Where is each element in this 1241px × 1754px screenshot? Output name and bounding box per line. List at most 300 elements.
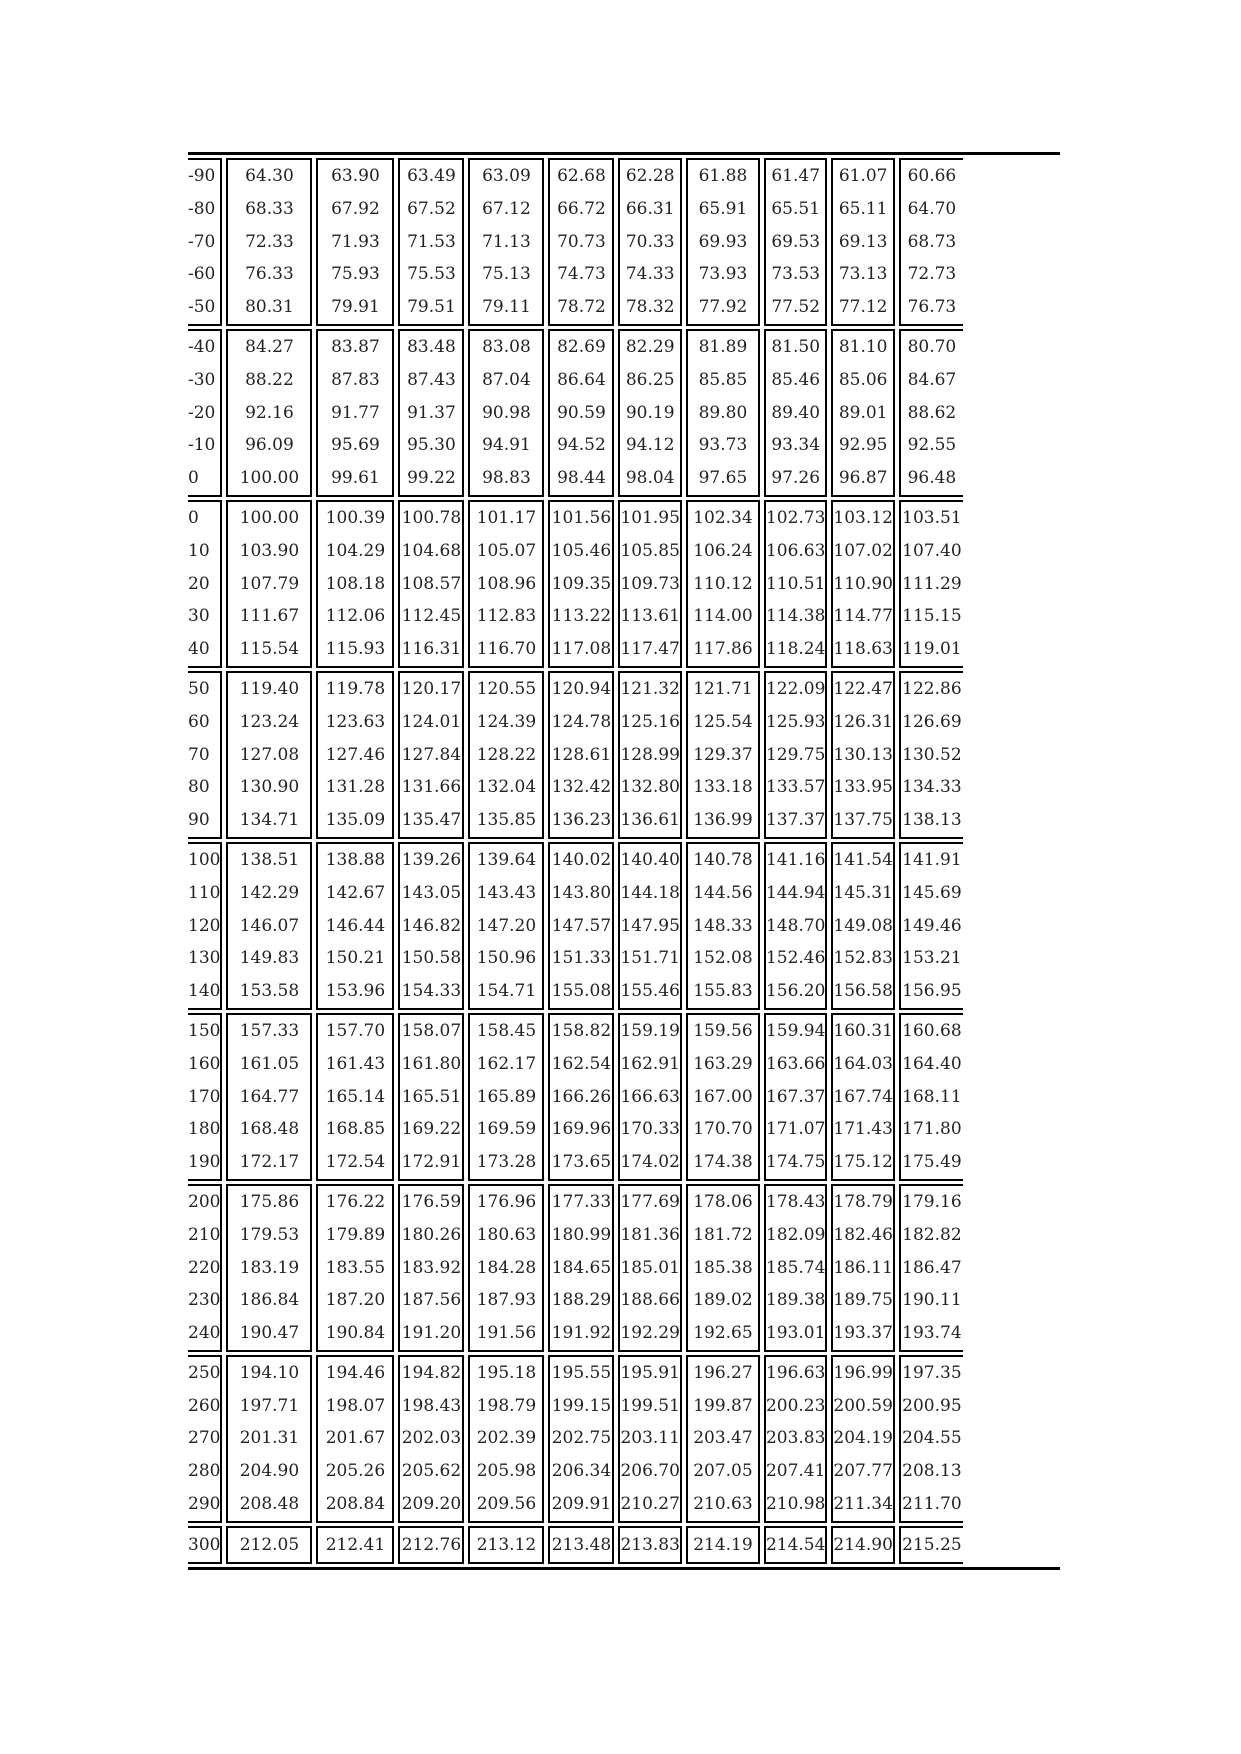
- resistance-value: 128.22: [476, 744, 537, 765]
- resistance-value: 69.13: [838, 231, 888, 252]
- resistance-value: 113.22: [551, 606, 612, 627]
- resistance-value: 154.33: [401, 981, 462, 1002]
- resistance-value: 170.70: [693, 1119, 753, 1140]
- resistance-value: 203.83: [765, 1428, 826, 1449]
- resistance-cell: [398, 842, 464, 1010]
- resistance-value: 105.07: [476, 540, 537, 561]
- table-row-group: [188, 671, 963, 839]
- resistance-value: 130.13: [833, 744, 893, 765]
- resistance-value: 89.80: [698, 402, 748, 423]
- temperature-label: -20: [188, 402, 216, 423]
- resistance-cell: [398, 158, 464, 326]
- resistance-value: 68.73: [907, 231, 957, 252]
- resistance-value: 116.31: [401, 639, 462, 660]
- resistance-value: 213.48: [551, 1534, 612, 1555]
- resistance-value: 85.46: [771, 369, 821, 390]
- resistance-value: 194.82: [401, 1362, 462, 1383]
- resistance-cell: [899, 1355, 963, 1523]
- resistance-value: 144.94: [765, 882, 826, 903]
- temperature-label: -90: [188, 166, 216, 186]
- resistance-value: 60.66: [907, 166, 957, 186]
- resistance-cell: [316, 842, 394, 1010]
- resistance-value: 209.91: [551, 1494, 612, 1515]
- resistance-value: 147.57: [551, 915, 612, 936]
- resistance-value: 111.29: [902, 573, 962, 594]
- resistance-value: 80.70: [907, 336, 957, 357]
- resistance-value: 61.88: [698, 166, 748, 186]
- resistance-value: 179.53: [239, 1224, 300, 1245]
- resistance-value: 178.43: [765, 1191, 826, 1212]
- resistance-value: 133.95: [833, 777, 893, 798]
- resistance-value: 209.56: [476, 1494, 537, 1515]
- resistance-table-page: [188, 152, 1060, 1570]
- resistance-value: 171.80: [902, 1119, 962, 1140]
- resistance-value: 146.44: [325, 915, 386, 936]
- resistance-cell: [548, 329, 614, 497]
- temperature-label: 280: [188, 1461, 221, 1482]
- resistance-value: 141.91: [902, 849, 962, 870]
- resistance-value: 142.67: [325, 882, 386, 903]
- resistance-cell: [398, 1184, 464, 1352]
- resistance-value: 70.73: [557, 231, 606, 252]
- resistance-cell: [618, 1013, 681, 1181]
- resistance-value: 99.22: [407, 468, 456, 489]
- temperature-label: 150: [188, 1020, 221, 1041]
- resistance-value: 201.31: [239, 1428, 300, 1449]
- resistance-value: 214.90: [833, 1534, 893, 1555]
- resistance-value: 130.52: [902, 744, 962, 765]
- temperature-cell: [188, 842, 222, 1010]
- resistance-value: 180.63: [476, 1224, 537, 1245]
- resistance-value: 197.71: [239, 1395, 300, 1416]
- resistance-value: 195.91: [620, 1362, 680, 1383]
- resistance-value: 100.00: [239, 468, 300, 489]
- resistance-value: 97.26: [771, 468, 821, 489]
- resistance-value: 193.01: [765, 1323, 826, 1344]
- resistance-cell: [686, 1526, 760, 1564]
- resistance-value: 156.58: [833, 981, 893, 1002]
- resistance-value: 112.06: [325, 606, 386, 627]
- resistance-cell: [831, 1355, 894, 1523]
- resistance-value: 118.24: [765, 639, 826, 660]
- resistance-cell: [764, 500, 827, 668]
- resistance-value: 82.69: [557, 336, 606, 357]
- resistance-value: 212.76: [401, 1534, 462, 1555]
- temperature-label: 220: [188, 1257, 221, 1278]
- resistance-value: 210.27: [620, 1494, 680, 1515]
- resistance-value: 127.08: [239, 744, 300, 765]
- resistance-cell: [686, 1355, 760, 1523]
- resistance-value: 103.51: [902, 507, 962, 528]
- resistance-value: 135.09: [325, 810, 386, 831]
- resistance-value: 99.61: [331, 468, 380, 489]
- resistance-value: 92.95: [838, 435, 888, 456]
- resistance-value: 191.20: [401, 1323, 462, 1344]
- resistance-value: 189.38: [765, 1290, 826, 1311]
- resistance-value: 89.01: [838, 402, 888, 423]
- resistance-value: 80.31: [245, 297, 294, 318]
- resistance-value: 190.11: [902, 1290, 962, 1311]
- resistance-value: 100.78: [401, 507, 462, 528]
- resistance-value: 133.57: [765, 777, 826, 798]
- table-row-group: [188, 500, 963, 668]
- resistance-value: 181.72: [693, 1224, 753, 1245]
- resistance-value: 100.39: [325, 507, 386, 528]
- resistance-value: 214.19: [693, 1534, 753, 1555]
- resistance-value: 159.94: [765, 1020, 826, 1041]
- resistance-value: 158.82: [551, 1020, 612, 1041]
- resistance-cell: [226, 1355, 312, 1523]
- resistance-value: 175.12: [833, 1152, 893, 1173]
- resistance-value: 65.91: [698, 198, 748, 219]
- temperature-label: 10: [188, 540, 210, 561]
- resistance-value: 207.05: [693, 1461, 753, 1482]
- resistance-value: 214.54: [765, 1534, 826, 1555]
- resistance-value: 64.30: [245, 166, 294, 186]
- resistance-value: 67.12: [482, 198, 531, 219]
- temperature-cell: [188, 1013, 222, 1181]
- resistance-value: 123.63: [325, 711, 386, 732]
- resistance-value: 149.83: [239, 948, 300, 969]
- resistance-value: 81.89: [698, 336, 748, 357]
- resistance-value: 136.23: [551, 810, 612, 831]
- resistance-value: 87.83: [331, 369, 380, 390]
- resistance-value: 155.08: [551, 981, 612, 1002]
- resistance-value: 85.06: [838, 369, 888, 390]
- resistance-value: 101.95: [620, 507, 680, 528]
- temperature-label: 80: [188, 777, 210, 798]
- resistance-value: 126.69: [902, 711, 962, 732]
- resistance-cell: [548, 1526, 614, 1564]
- resistance-value: 135.85: [476, 810, 537, 831]
- resistance-value: 170.33: [620, 1119, 680, 1140]
- table-row-group: [188, 329, 963, 497]
- resistance-cell: [686, 329, 760, 497]
- resistance-value: 212.05: [239, 1534, 300, 1555]
- resistance-value: 78.32: [625, 297, 675, 318]
- resistance-cell: [899, 158, 963, 326]
- resistance-cell: [831, 500, 894, 668]
- temperature-label: 100: [188, 849, 221, 870]
- resistance-value: 67.52: [407, 198, 456, 219]
- temperature-cell: [188, 329, 222, 497]
- resistance-value: 76.73: [907, 297, 957, 318]
- resistance-value: 137.37: [765, 810, 826, 831]
- resistance-value: 106.63: [765, 540, 826, 561]
- resistance-value: 87.43: [407, 369, 456, 390]
- resistance-value: 117.47: [620, 639, 680, 660]
- resistance-value: 130.90: [239, 777, 300, 798]
- resistance-cell: [548, 671, 614, 839]
- resistance-cell: [316, 329, 394, 497]
- resistance-value: 197.35: [902, 1362, 962, 1383]
- resistance-value: 136.61: [620, 810, 680, 831]
- resistance-value: 88.62: [907, 402, 957, 423]
- resistance-value: 97.65: [698, 468, 748, 489]
- resistance-value: 186.47: [902, 1257, 962, 1278]
- resistance-value: 66.31: [625, 198, 675, 219]
- resistance-value: 136.99: [693, 810, 753, 831]
- resistance-value: 194.10: [239, 1362, 300, 1383]
- resistance-value: 120.55: [476, 678, 537, 699]
- resistance-cell: [764, 329, 827, 497]
- resistance-value: 163.29: [693, 1053, 753, 1074]
- resistance-value: 93.34: [771, 435, 821, 456]
- resistance-value: 155.83: [693, 981, 753, 1002]
- resistance-cell: [548, 842, 614, 1010]
- resistance-value: 172.17: [239, 1152, 300, 1173]
- resistance-cell: [764, 1355, 827, 1523]
- resistance-value: 147.95: [620, 915, 680, 936]
- resistance-cell: [468, 500, 544, 668]
- resistance-value: 118.63: [833, 639, 893, 660]
- resistance-value: 202.75: [551, 1428, 612, 1449]
- resistance-cell: [548, 1355, 614, 1523]
- temperature-label: 160: [188, 1053, 221, 1074]
- resistance-value: 169.59: [476, 1119, 537, 1140]
- resistance-value: 151.71: [620, 948, 680, 969]
- resistance-value: 140.78: [693, 849, 753, 870]
- resistance-value: 79.51: [407, 297, 456, 318]
- resistance-value: 189.75: [833, 1290, 893, 1311]
- resistance-value: 95.69: [331, 435, 380, 456]
- resistance-value: 154.71: [476, 981, 537, 1002]
- resistance-value: 116.70: [476, 639, 537, 660]
- resistance-cell: [316, 1526, 394, 1564]
- resistance-value: 182.82: [902, 1224, 962, 1245]
- resistance-value: 74.33: [625, 264, 675, 285]
- resistance-value: 98.83: [482, 468, 531, 489]
- resistance-value: 109.73: [620, 573, 680, 594]
- resistance-value: 65.11: [838, 198, 888, 219]
- resistance-value: 71.93: [331, 231, 380, 252]
- resistance-value: 90.19: [625, 402, 675, 423]
- resistance-value: 134.33: [902, 777, 962, 798]
- resistance-value: 159.19: [620, 1020, 680, 1041]
- resistance-value: 96.48: [907, 468, 957, 489]
- resistance-value: 200.95: [902, 1395, 962, 1416]
- resistance-cell: [618, 329, 681, 497]
- resistance-value: 138.88: [325, 849, 386, 870]
- resistance-value: 102.73: [765, 507, 826, 528]
- resistance-cell: [764, 1013, 827, 1181]
- resistance-table: [188, 155, 967, 1567]
- resistance-value: 96.09: [245, 435, 294, 456]
- resistance-value: 188.29: [551, 1290, 612, 1311]
- temperature-label: 20: [188, 573, 210, 594]
- resistance-value: 64.70: [907, 198, 957, 219]
- resistance-value: 108.96: [476, 573, 537, 594]
- resistance-value: 184.65: [551, 1257, 612, 1278]
- resistance-value: 73.93: [698, 264, 748, 285]
- resistance-cell: [764, 158, 827, 326]
- resistance-value: 162.91: [620, 1053, 680, 1074]
- resistance-value: 140.40: [620, 849, 680, 870]
- resistance-value: 166.26: [551, 1086, 612, 1107]
- resistance-value: 101.56: [551, 507, 612, 528]
- resistance-value: 113.61: [620, 606, 680, 627]
- resistance-cell: [618, 500, 681, 668]
- resistance-value: 174.75: [765, 1152, 826, 1173]
- resistance-value: 174.02: [620, 1152, 680, 1173]
- resistance-value: 71.13: [482, 231, 531, 252]
- resistance-value: 95.30: [407, 435, 456, 456]
- resistance-value: 153.96: [325, 981, 386, 1002]
- resistance-value: 110.90: [833, 573, 893, 594]
- resistance-value: 103.12: [833, 507, 893, 528]
- resistance-value: 91.37: [407, 402, 456, 423]
- resistance-value: 173.28: [476, 1152, 537, 1173]
- resistance-cell: [764, 671, 827, 839]
- resistance-value: 172.54: [325, 1152, 386, 1173]
- resistance-value: 147.20: [476, 915, 537, 936]
- resistance-value: 199.51: [620, 1395, 680, 1416]
- resistance-value: 77.52: [771, 297, 821, 318]
- resistance-value: 182.46: [833, 1224, 893, 1245]
- resistance-value: 153.58: [239, 981, 300, 1002]
- resistance-value: 206.70: [620, 1461, 680, 1482]
- resistance-value: 205.26: [325, 1461, 386, 1482]
- resistance-value: 158.07: [401, 1020, 462, 1041]
- resistance-value: 90.59: [557, 402, 606, 423]
- resistance-value: 209.20: [401, 1494, 462, 1515]
- resistance-cell: [398, 1526, 464, 1564]
- resistance-value: 69.53: [771, 231, 821, 252]
- resistance-value: 173.65: [551, 1152, 612, 1173]
- resistance-value: 142.29: [239, 882, 300, 903]
- resistance-value: 183.55: [325, 1257, 386, 1278]
- resistance-value: 165.14: [325, 1086, 386, 1107]
- resistance-value: 117.86: [693, 639, 753, 660]
- temperature-label: 200: [188, 1191, 221, 1212]
- resistance-value: 175.49: [902, 1152, 962, 1173]
- resistance-value: 132.80: [620, 777, 680, 798]
- resistance-cell: [831, 842, 894, 1010]
- resistance-value: 168.85: [325, 1119, 386, 1140]
- resistance-value: 153.21: [902, 948, 962, 969]
- resistance-value: 207.77: [833, 1461, 893, 1482]
- resistance-value: 202.39: [476, 1428, 537, 1449]
- resistance-value: 157.70: [325, 1020, 386, 1041]
- resistance-value: 119.40: [239, 678, 300, 699]
- resistance-value: 182.09: [765, 1224, 826, 1245]
- resistance-value: 92.16: [245, 402, 294, 423]
- resistance-value: 146.82: [401, 915, 462, 936]
- temperature-label: -50: [188, 297, 216, 318]
- resistance-table-body: [188, 158, 963, 1564]
- resistance-value: 94.12: [625, 435, 675, 456]
- resistance-cell: [226, 329, 312, 497]
- resistance-value: 181.36: [620, 1224, 680, 1245]
- resistance-value: 79.91: [331, 297, 380, 318]
- resistance-value: 120.17: [401, 678, 462, 699]
- resistance-value: 75.13: [482, 264, 531, 285]
- resistance-value: 161.43: [325, 1053, 386, 1074]
- resistance-cell: [686, 500, 760, 668]
- table-row-group: [188, 1013, 963, 1181]
- resistance-value: 152.83: [833, 948, 893, 969]
- resistance-value: 78.72: [557, 297, 606, 318]
- resistance-value: 128.99: [620, 744, 680, 765]
- resistance-value: 156.20: [765, 981, 826, 1002]
- resistance-cell: [899, 842, 963, 1010]
- resistance-value: 127.84: [401, 744, 462, 765]
- resistance-value: 62.28: [625, 166, 675, 186]
- resistance-value: 186.84: [239, 1290, 300, 1311]
- resistance-value: 71.53: [407, 231, 456, 252]
- resistance-value: 196.27: [693, 1362, 753, 1383]
- resistance-value: 212.41: [325, 1534, 386, 1555]
- resistance-cell: [398, 1355, 464, 1523]
- resistance-value: 110.12: [693, 573, 753, 594]
- resistance-cell: [226, 1526, 312, 1564]
- resistance-cell: [468, 671, 544, 839]
- temperature-label: 50: [188, 678, 210, 699]
- resistance-cell: [686, 671, 760, 839]
- resistance-cell: [316, 671, 394, 839]
- resistance-value: 115.93: [325, 639, 386, 660]
- resistance-value: 165.89: [476, 1086, 537, 1107]
- resistance-value: 83.48: [407, 336, 456, 357]
- resistance-value: 211.34: [833, 1494, 893, 1515]
- resistance-value: 104.68: [401, 540, 462, 561]
- resistance-value: 166.63: [620, 1086, 680, 1107]
- resistance-value: 82.29: [625, 336, 675, 357]
- resistance-value: 112.83: [476, 606, 537, 627]
- resistance-value: 73.53: [771, 264, 821, 285]
- temperature-label: 70: [188, 744, 210, 765]
- resistance-cell: [548, 500, 614, 668]
- resistance-cell: [398, 1013, 464, 1181]
- resistance-cell: [618, 1184, 681, 1352]
- temperature-label: 290: [188, 1494, 221, 1515]
- temperature-label: 190: [188, 1152, 221, 1173]
- resistance-value: 131.28: [325, 777, 386, 798]
- resistance-value: 129.75: [765, 744, 826, 765]
- resistance-value: 117.08: [551, 639, 612, 660]
- resistance-value: 81.10: [838, 336, 888, 357]
- resistance-value: 198.79: [476, 1395, 537, 1416]
- resistance-value: 160.31: [833, 1020, 893, 1041]
- resistance-value: 190.84: [325, 1323, 386, 1344]
- resistance-value: 162.17: [476, 1053, 537, 1074]
- resistance-value: 115.15: [902, 606, 962, 627]
- temperature-label: -10: [188, 435, 216, 456]
- resistance-cell: [618, 1355, 681, 1523]
- resistance-value: 63.90: [331, 166, 380, 186]
- resistance-value: 186.11: [833, 1257, 893, 1278]
- resistance-cell: [686, 1013, 760, 1181]
- resistance-value: 201.67: [325, 1428, 386, 1449]
- resistance-value: 149.46: [902, 915, 962, 936]
- temperature-label: 110: [188, 882, 221, 903]
- resistance-value: 70.33: [625, 231, 675, 252]
- resistance-value: 127.46: [325, 744, 386, 765]
- resistance-value: 187.93: [476, 1290, 537, 1311]
- resistance-value: 161.05: [239, 1053, 300, 1074]
- resistance-value: 107.79: [239, 573, 300, 594]
- resistance-value: 77.12: [838, 297, 888, 318]
- resistance-value: 155.46: [620, 981, 680, 1002]
- resistance-value: 110.51: [765, 573, 826, 594]
- resistance-value: 196.63: [765, 1362, 826, 1383]
- resistance-value: 192.65: [693, 1323, 753, 1344]
- resistance-cell: [831, 329, 894, 497]
- temperature-label: 40: [188, 639, 210, 660]
- resistance-value: 168.48: [239, 1119, 300, 1140]
- resistance-value: 83.87: [331, 336, 380, 357]
- resistance-value: 148.33: [693, 915, 753, 936]
